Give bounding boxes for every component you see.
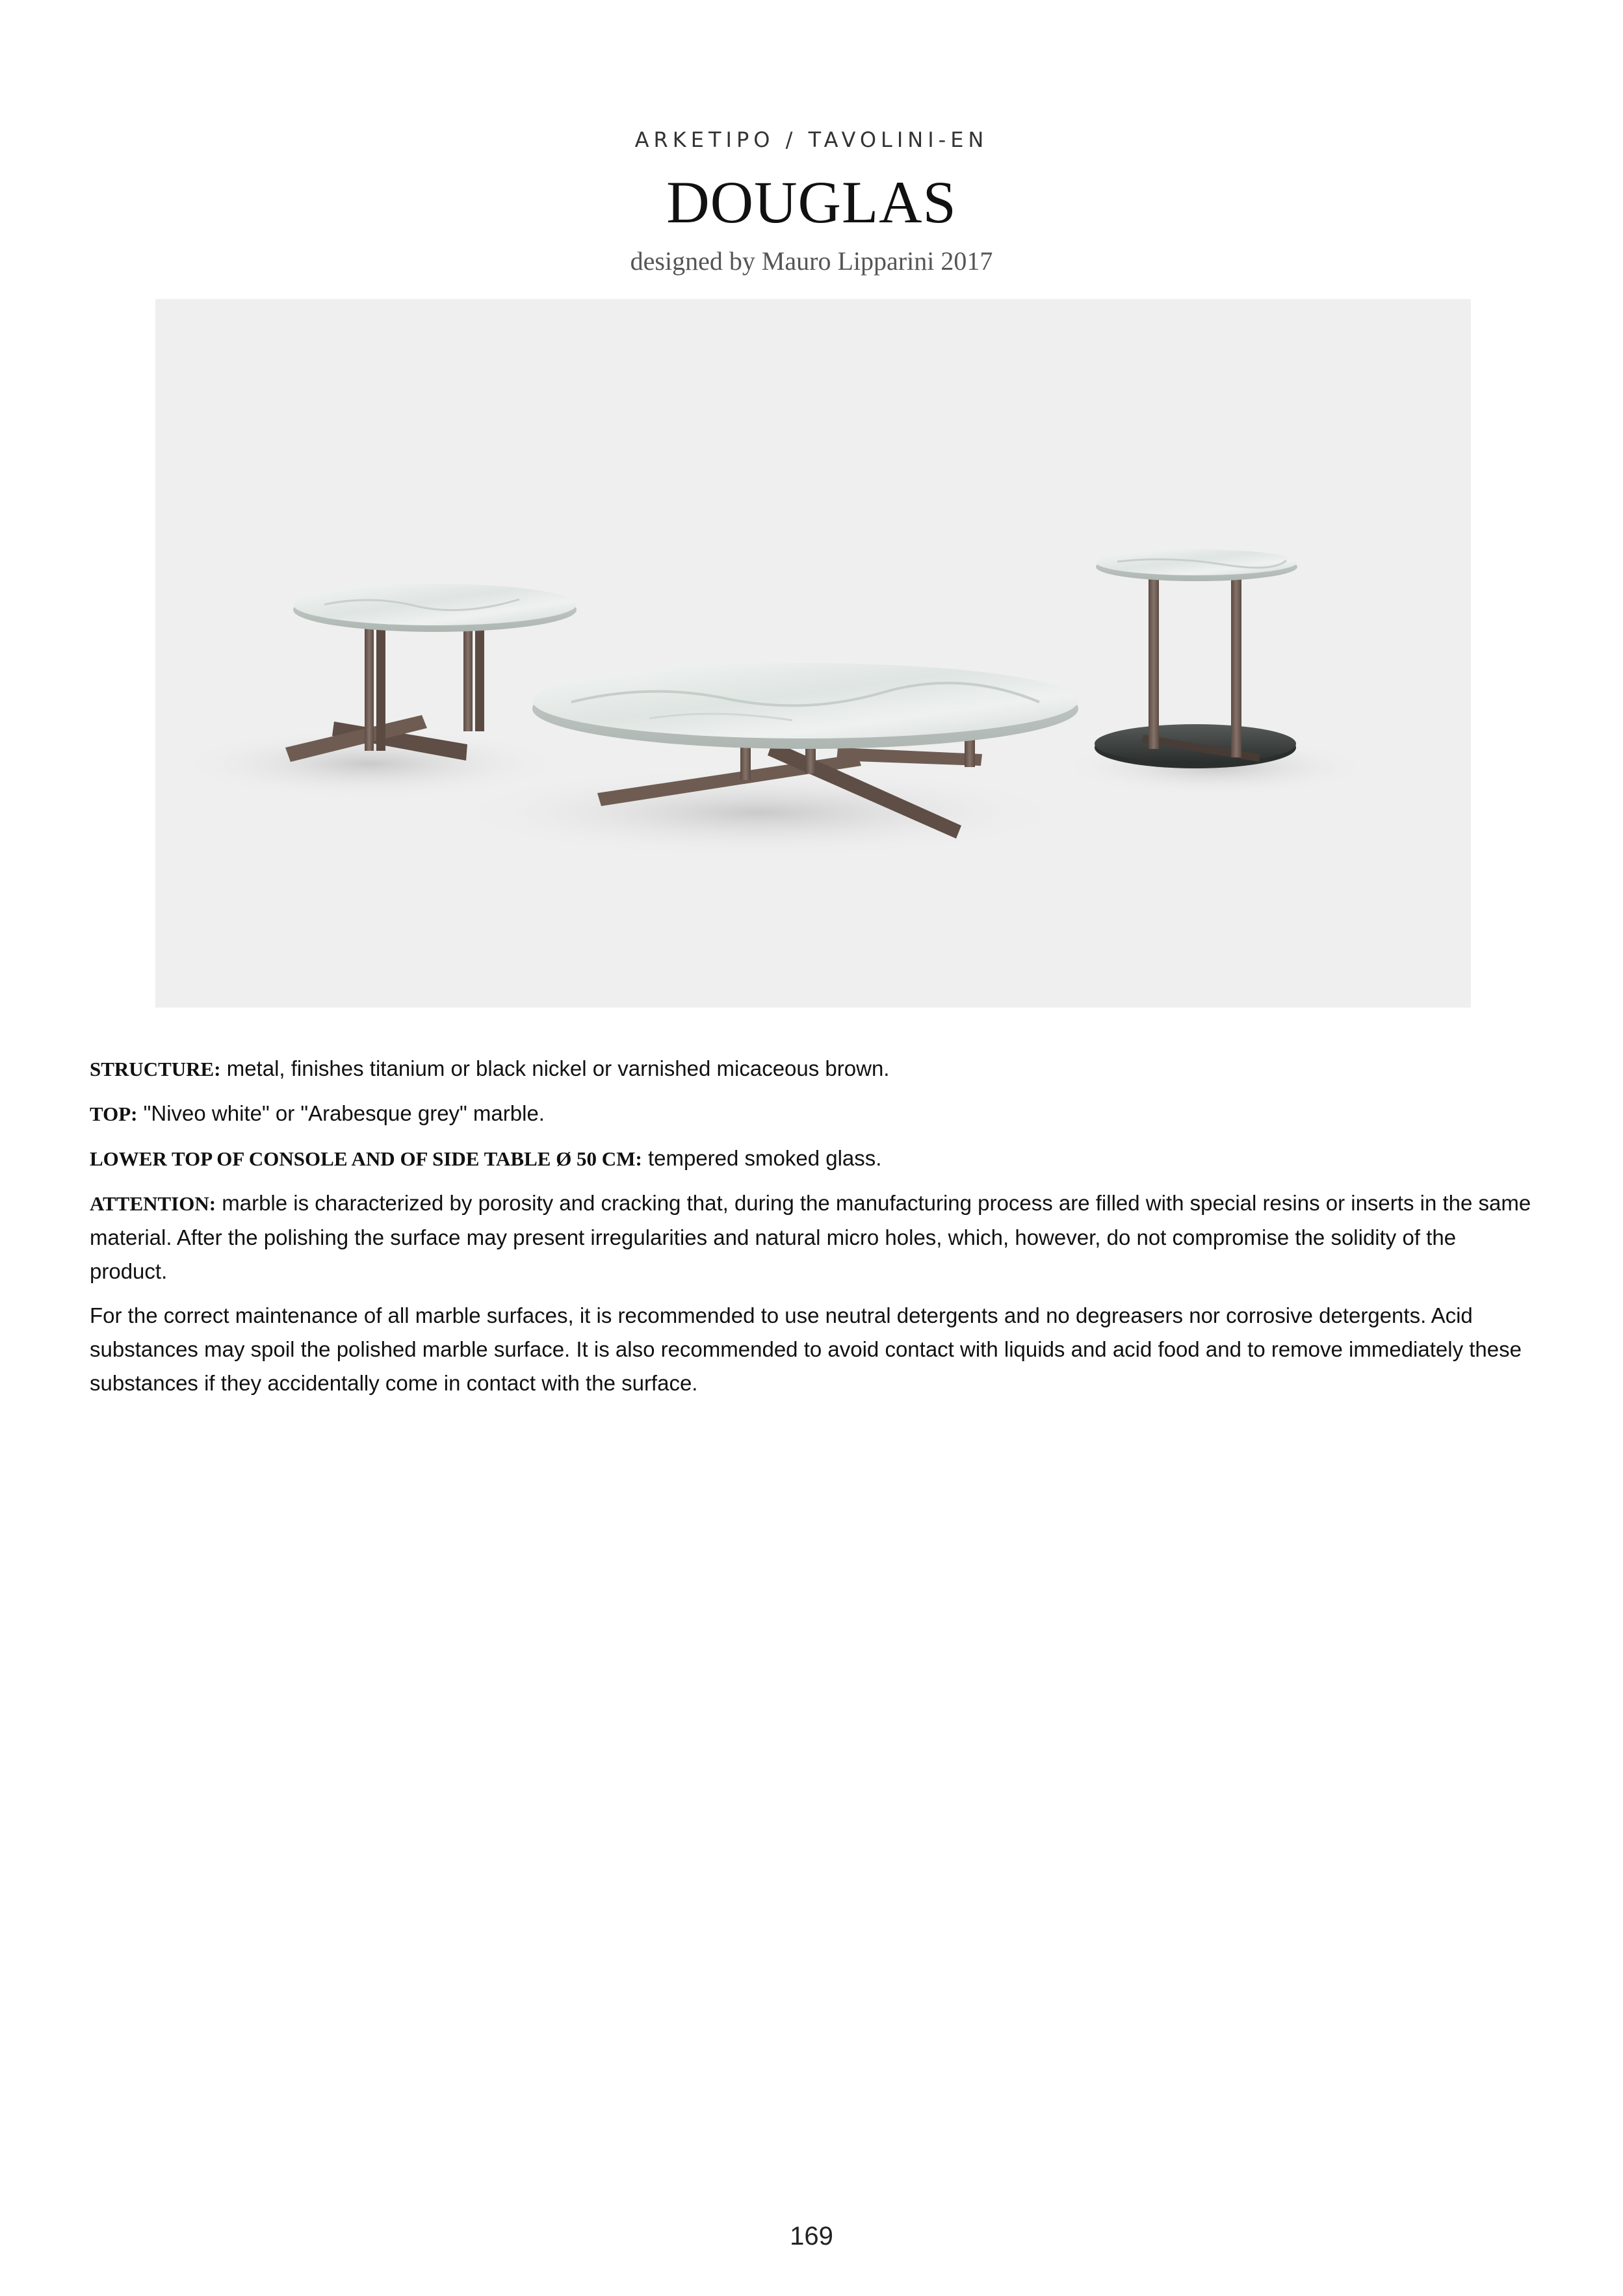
spec-lower-top-text: tempered smoked glass. [647,1146,882,1170]
spec-maintenance-text: For the correct maintenance of all marble surfaces, it is recommended to use neutral detergents and no degreasers nor corrosive detergents. Acid substances may spoil the polished marble surface. It is also recommended to avoid contact with liquids and acid food and to remove immediately these substances if they accidentally come in contact with the surface. [90,1303,1522,1395]
douglas-tables-illustration [155,299,1471,1008]
spec-top-text: "Niveo white" or "Arabesque grey" marble. [143,1101,545,1125]
spec-structure-label: STRUCTURE: [90,1058,221,1080]
product-photo [155,299,1471,1008]
spec-top [90,1097,1534,1131]
spec-lower-top-label: LOWER TOP OF CONSOLE AND OF SIDE TABLE Ø 50 CM: [90,1147,642,1170]
page-title: DOUGLAS [666,169,957,235]
designer-credit: designed by Mauro Lipparini 2017 [630,246,993,276]
breadcrumb: ARKETIPO / TAVOLINI-EN [634,127,989,152]
specifications [90,1052,1534,1411]
spec-maintenance [90,1299,1534,1400]
spec-attention [90,1186,1534,1288]
spec-structure [90,1052,1534,1086]
right-side-table [1095,549,1297,768]
spec-structure-text: metal, finishes titanium or black nickel or varnished micaceous brown. [226,1056,890,1080]
spec-top-label: TOP: [90,1102,138,1125]
page-number: 169 [790,2222,833,2250]
spec-attention-label: ATTENTION: [90,1192,216,1215]
spec-attention-text: marble is characterized by porosity and cracking that, during the manufacturing process are filled with special resins or inserts in the same material. After the polishing the surface may present irregularities and natural micro holes, which, however, do not compromise the solidity of the product. [90,1191,1531,1283]
spec-lower-top [90,1141,1534,1176]
